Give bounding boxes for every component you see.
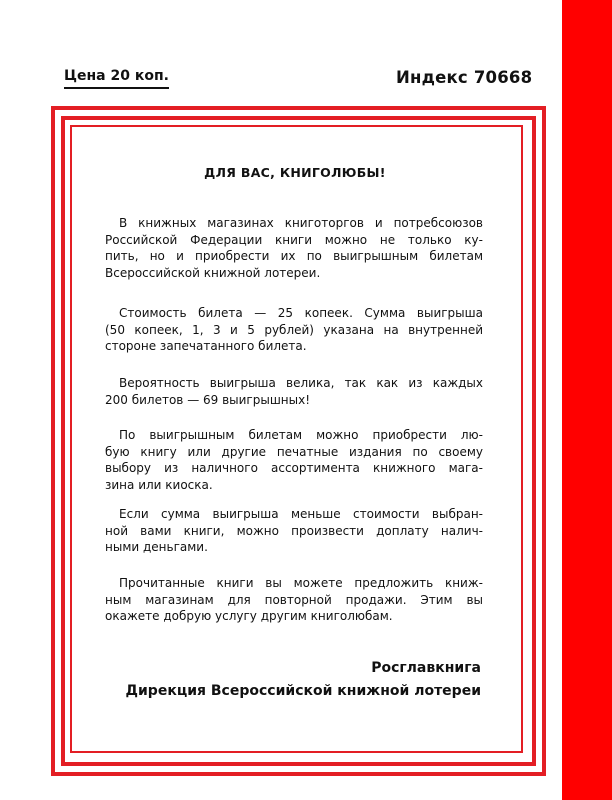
text-line: 200 билетов — 69 выигрышных! xyxy=(105,392,311,407)
text-line: бую книгу или другие печатные издания по своему xyxy=(105,444,483,459)
text-line: Стоимость билета — 25 копеек. Сумма выигрыша xyxy=(119,306,483,320)
page-title: ДЛЯ ВАС, КНИГОЛЮБЫ! xyxy=(204,165,386,180)
text-line: Если сумма выигрыша меньше стоимости выбран- xyxy=(119,507,483,521)
index-label: Индекс 70668 xyxy=(396,68,533,87)
signature-org: Росглавкнига xyxy=(371,660,481,676)
text-line: стороне запечатанного билета. xyxy=(105,339,307,353)
text-line: Прочитанные книги вы можете предложить книж- xyxy=(119,576,483,590)
text-line: Вероятность выигрыша велика, так как из каждых xyxy=(119,376,483,390)
text-line: В книжных магазинах книготоргов и потребсоюзов xyxy=(119,216,483,230)
price-label: Цена 20 коп. xyxy=(64,68,169,89)
text-line: зина или киоска. xyxy=(105,477,213,492)
paragraph-1 xyxy=(105,215,483,281)
text-line: (50 копеек, 1, 3 и 5 рублей) указана на внутренней xyxy=(105,322,483,337)
text-line: ной вами книги, можно произвести доплату налич- xyxy=(105,523,483,538)
text-line: пить, но и приобрести их по выигрышным билетам xyxy=(105,249,483,263)
text-line: Российской Федерации книги можно не только ку- xyxy=(105,232,483,247)
text-line: выбору из наличного ассортимента книжного мага- xyxy=(105,461,483,475)
paragraph-2 xyxy=(105,305,483,355)
signature-directorate: Дирекция Всероссийской книжной лотереи xyxy=(125,683,481,699)
paragraph-4 xyxy=(105,427,483,493)
text-line: Всероссийской книжной лотереи. xyxy=(105,265,321,280)
red-edge-strip xyxy=(562,0,612,800)
text-line: ным магазинам для повторной продажи. Этим вы xyxy=(105,592,483,607)
text-line: окажете добрую услугу другим книголюбам. xyxy=(105,609,393,623)
paragraph-5 xyxy=(105,506,483,556)
paragraph-3 xyxy=(105,375,483,408)
text-line: По выигрышным билетам можно приобрести лю- xyxy=(119,428,483,442)
text-line: ными деньгами. xyxy=(105,540,208,554)
paragraph-6 xyxy=(105,575,483,625)
